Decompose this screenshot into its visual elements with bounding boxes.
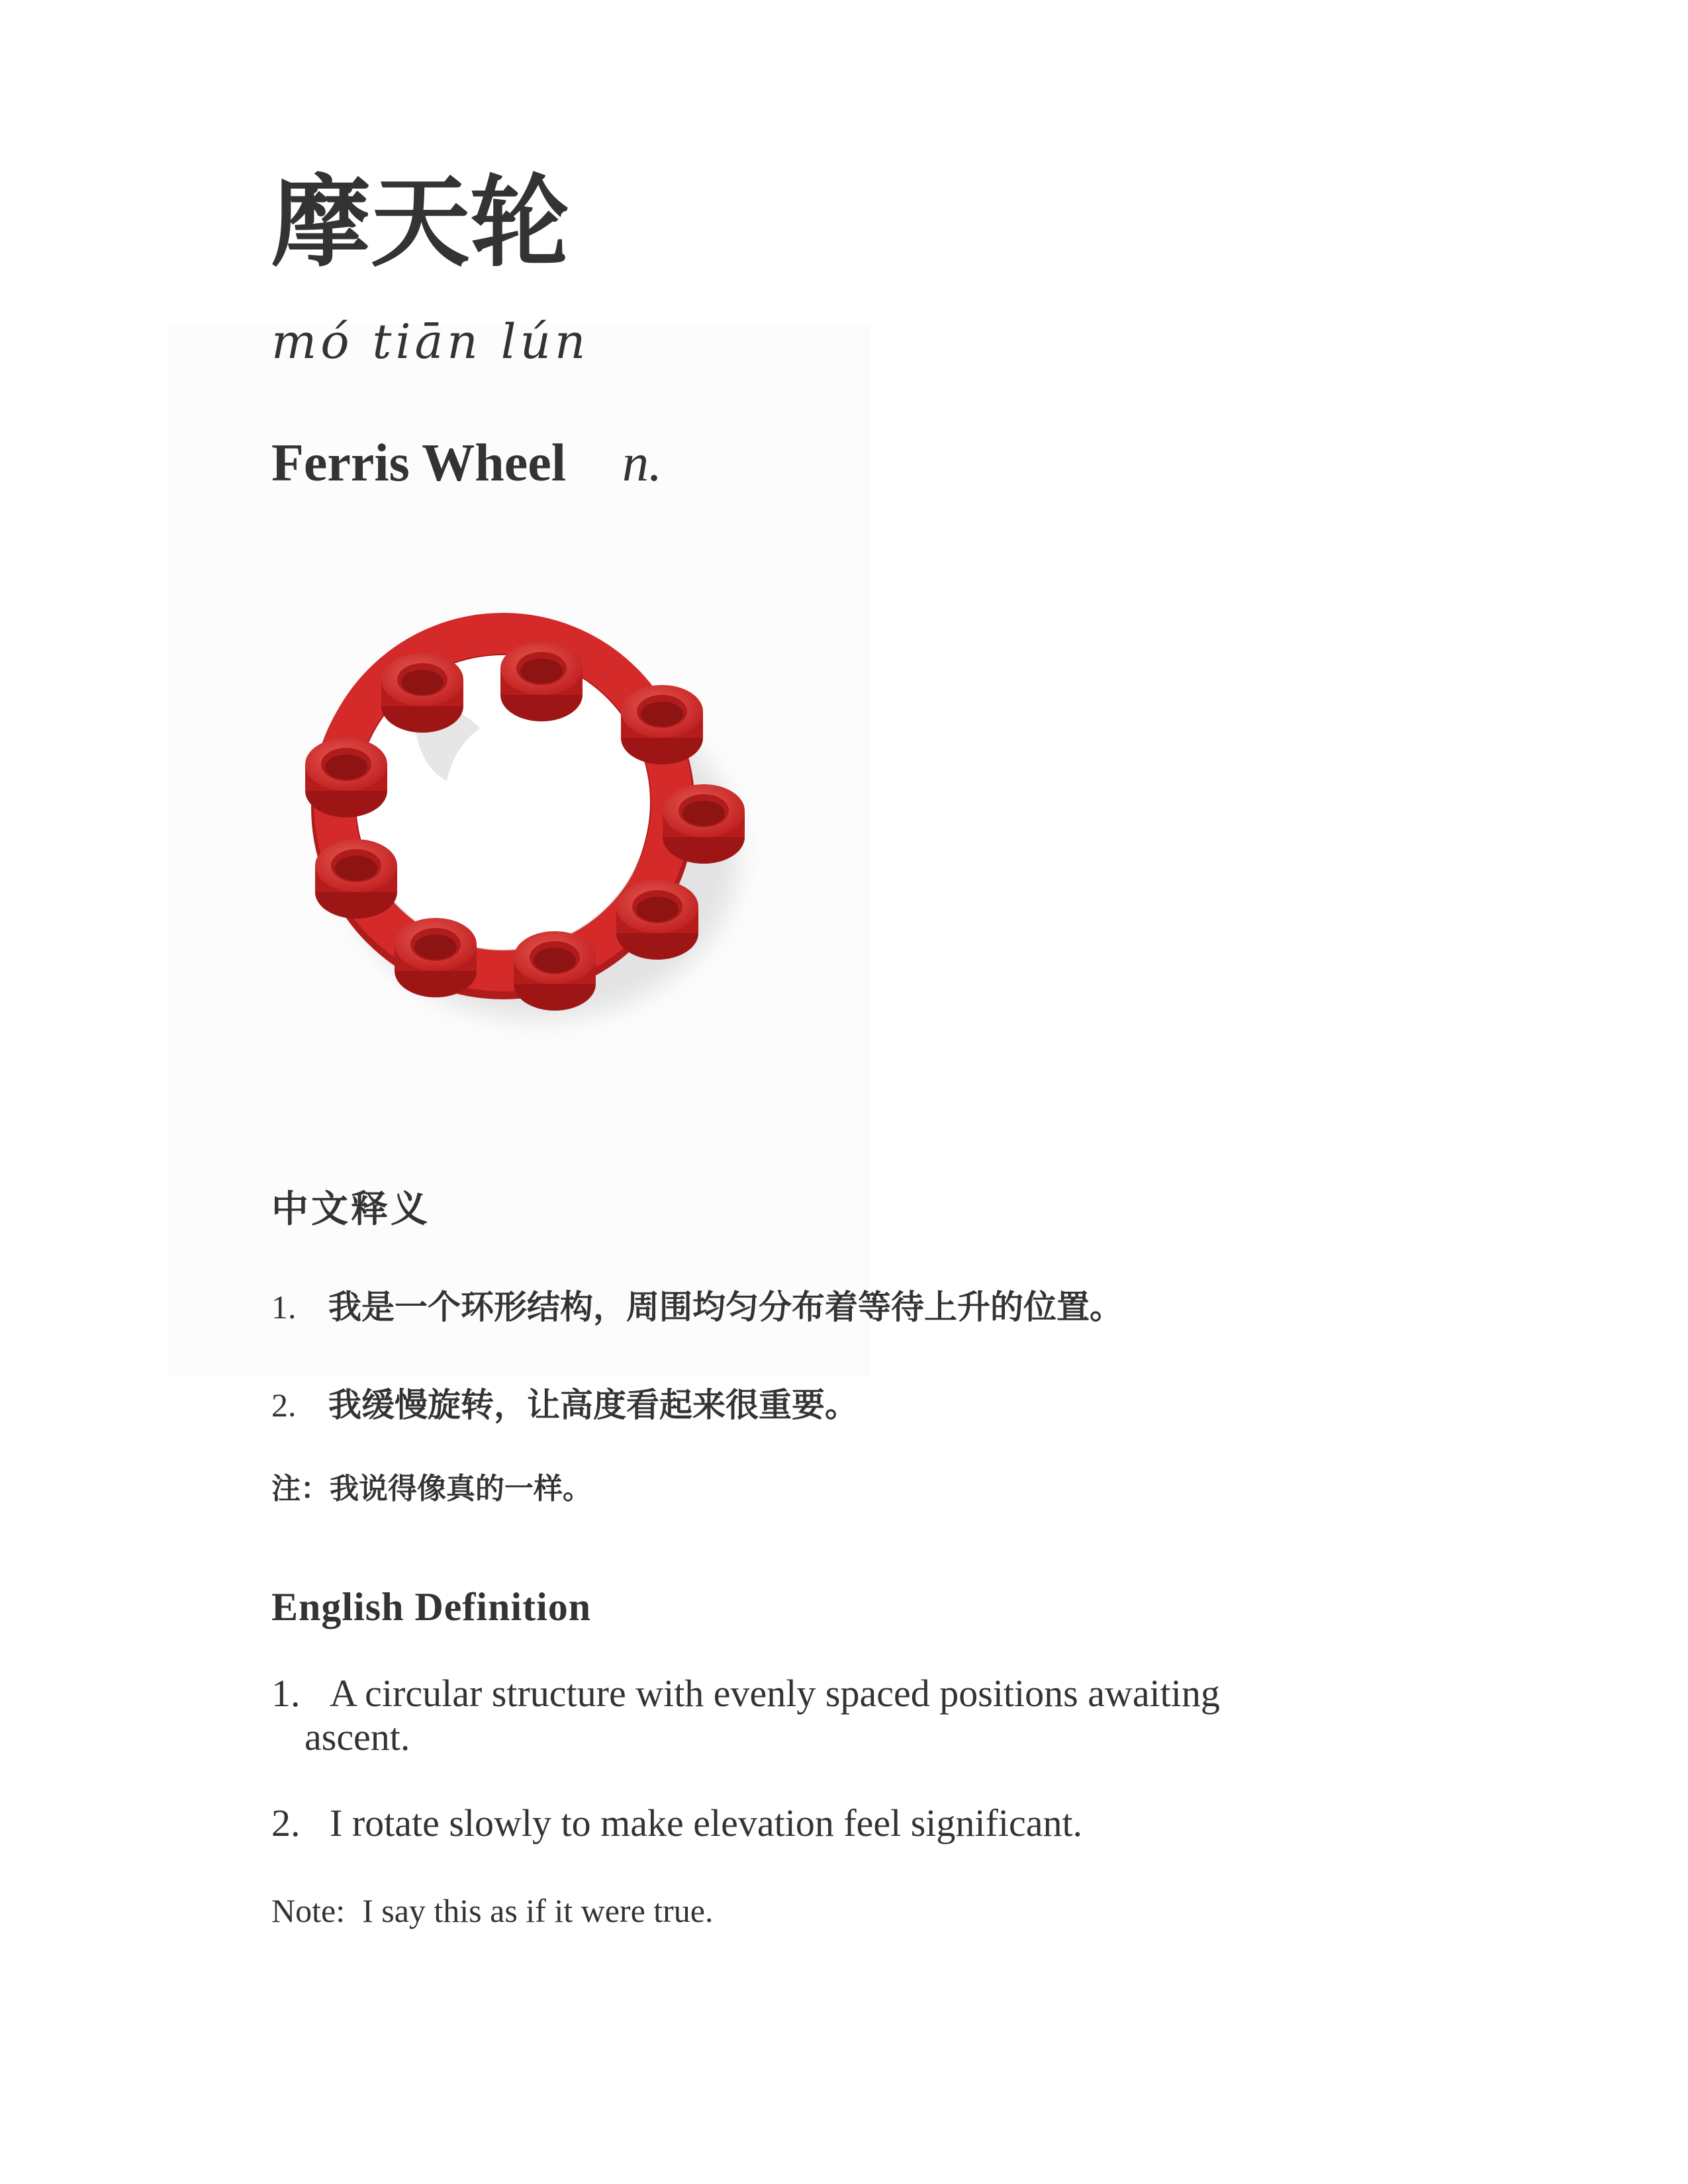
note-text: I say this as if it were true. <box>362 1892 714 1929</box>
english-definition-heading: English Definition <box>271 1585 592 1629</box>
pinyin: mó tiān lún <box>271 314 590 369</box>
english-translation: Ferris Wheel <box>271 434 567 492</box>
item-text-continuation: ascent. <box>305 1715 410 1758</box>
toy-cup <box>621 685 703 764</box>
english-note <box>271 1894 714 1927</box>
item-number: 1. <box>271 1672 301 1715</box>
note-label: Note: <box>271 1892 346 1929</box>
toy-cup <box>514 931 596 1011</box>
chinese-note: 注：我说得像真的一样。 <box>271 1472 592 1506</box>
toy-cup <box>395 918 477 997</box>
toy-cup <box>500 642 583 721</box>
toy-cup <box>616 880 698 960</box>
item-number: 1. <box>271 1289 297 1326</box>
item-text: 我是一个环形结构，周围均匀分布着等待上升的位置。 <box>328 1288 1123 1326</box>
item-number: 2. <box>271 1801 301 1844</box>
english-definition-item <box>271 1801 1082 1845</box>
part-of-speech: n. <box>622 434 662 492</box>
item-text: 我缓慢旋转，让高度看起来很重要。 <box>328 1386 858 1424</box>
chinese-definition-item <box>271 1388 858 1422</box>
toy-cup <box>305 738 387 817</box>
toy-cup <box>315 839 397 919</box>
chinese-definition-heading: 中文释义 <box>271 1188 430 1231</box>
item-number: 2. <box>271 1387 297 1424</box>
toy-cup <box>663 784 745 864</box>
chinese-definition-item <box>271 1288 1123 1326</box>
item-text: A circular structure with evenly spaced positions awaiting <box>330 1672 1220 1715</box>
toy-cup <box>381 653 463 733</box>
english-definition-item <box>271 1672 1331 1759</box>
item-text: I rotate slowly to make elevation feel significant. <box>330 1801 1083 1844</box>
headword: 摩天轮 <box>271 165 570 281</box>
